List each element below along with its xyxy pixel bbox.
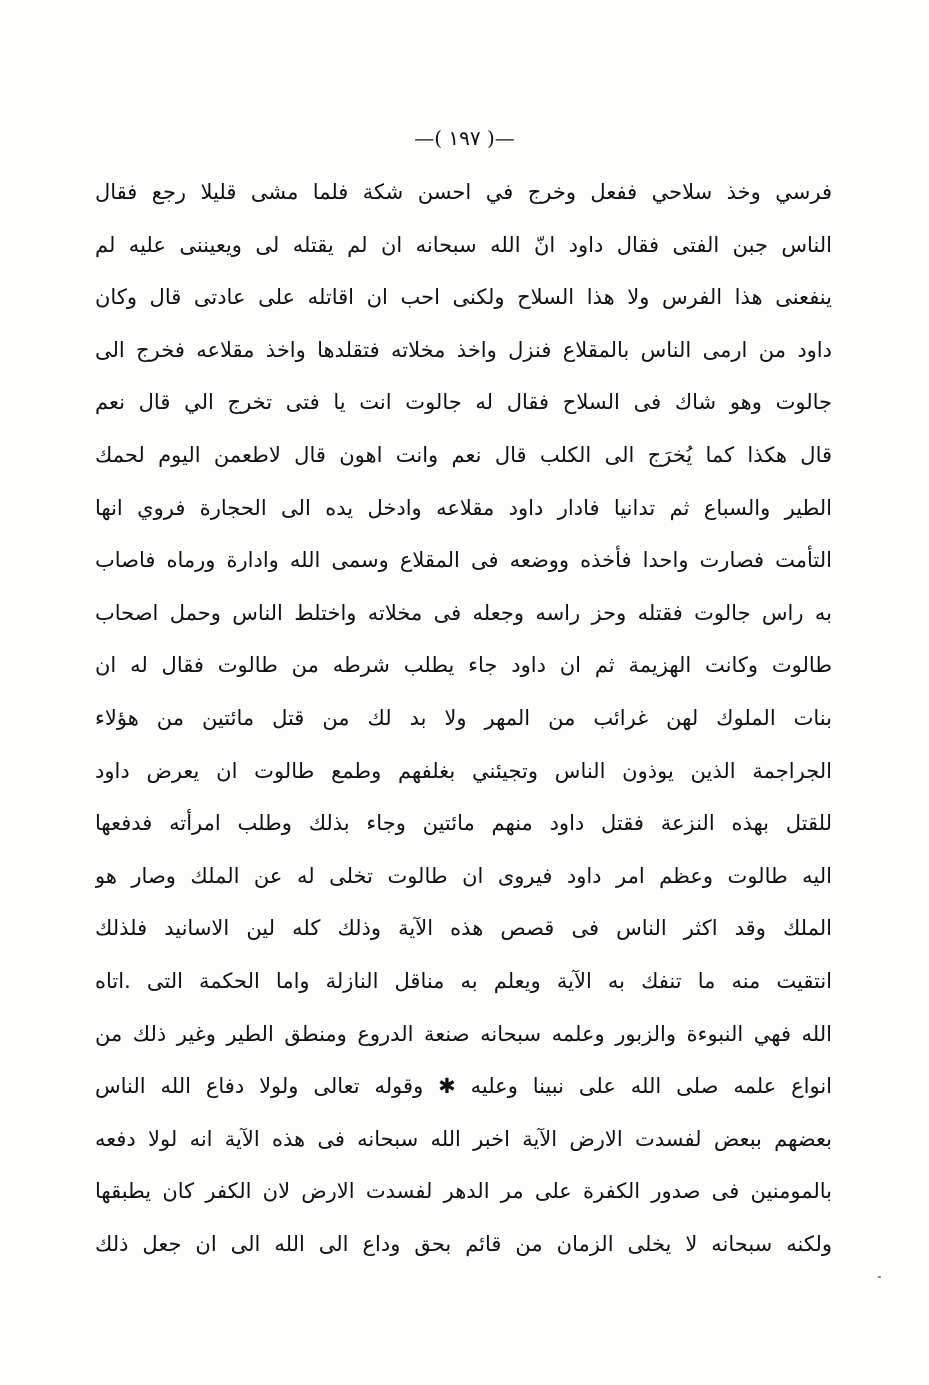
- text-line: طالوت وكانت الهزيمة ثم ان داود جاء يطلب شرطه من طالوت فقال له ان: [95, 653, 832, 678]
- paper-speck: [878, 1276, 881, 1278]
- text-line: بالمومنين فى صدور الكفرة على مر الدهر لفسدت الارض لان الكفر كان يطبقها: [95, 1179, 832, 1204]
- text-line: ينفعنى هذا الفرس ولا هذا السلاح ولكنى احب ان اقاتله على عادتى قال وكان: [95, 285, 832, 310]
- page-number: —( ١٩٧ )—: [414, 126, 515, 150]
- text-line: الجراجمة الذين يوذون الناس وتجيئني بغلفهم وطمع طالوت ان يعرض داود: [95, 758, 832, 783]
- text-line: بعضهم ببعض لفسدت الارض الآية اخبر الله سبحانه فى هذه الآية انه لولا دفعه: [95, 1126, 832, 1151]
- text-line: الله فهي النبوءة والزبور وعلمه سبحانه صنعة الدروع ومنطق الطير وغير ذلك من: [95, 1021, 832, 1046]
- text-line: الناس جبن الفتى فقال داود انّ الله سبحانه ان لم يقتله لى ويعيننى عليه لم: [95, 232, 832, 257]
- body-text: [95, 166, 832, 1270]
- text-line: ولكنه سبحانه لا يخلى الزمان من قائم بحق وداع الى الله الى ان جعل ذلك: [95, 1231, 832, 1256]
- text-line: قال هكذا كما يُخرَج الى الكلب قال نعم وانت اهون قال لاطعمن اليوم لحمك: [95, 442, 832, 467]
- text-line: داود من ارمى الناس بالمقلاع فنزل واخذ مخلاته فتقلدها واخذ مقلاعه فخرج الى: [95, 337, 832, 362]
- text-line: جالوت وهو شاك فى السلاح فقال له جالوت انت يا فتى تخرج الي قال نعم: [95, 390, 832, 415]
- text-line: التأمت فصارت واحدا فأخذه ووضعه فى المقلاع وسمى الله وادارة ورماه فاصاب: [95, 548, 832, 573]
- text-line: بنات الملوك لهن غرائب من المهر ولا بد لك من قتل مائتين من هؤلاء: [95, 705, 832, 730]
- text-line: انواع علمه صلى الله على نبينا وعليه ✱ وقوله تعالى ولولا دفاع الله الناس: [95, 1074, 832, 1099]
- text-line: انتقيت منه ما تنفك به الآية ويعلم به مناقل النازلة واما الحكمة التى .اتاه: [95, 968, 832, 993]
- text-line: اليه طالوت وعظم امر داود فيروى ان طالوت تخلى له عن الملك وصار هو: [95, 863, 832, 888]
- text-line: فرسي وخذ سلاحي ففعل وخرج في احسن شكة فلما مشى قليلا رجع فقال: [95, 180, 832, 204]
- text-line: الطير والسباع ثم تدانيا فادار داود مقلاعه وادخل يده الى الحجارة فروي انها: [95, 495, 832, 520]
- text-line: به راس جالوت فقتله وحز راسه وجعله فى مخلاته واختلط الناس وحمل اصحاب: [95, 600, 832, 625]
- text-line: الملك وقد اكثر الناس فى قصص هذه الآية وذلك كله لين الاسانيد فلذلك: [95, 916, 832, 941]
- text-line: للقتل بهذه النزعة فقتل داود منهم مائتين وجاء بذلك وطلب امرأته فدفعها: [95, 811, 832, 836]
